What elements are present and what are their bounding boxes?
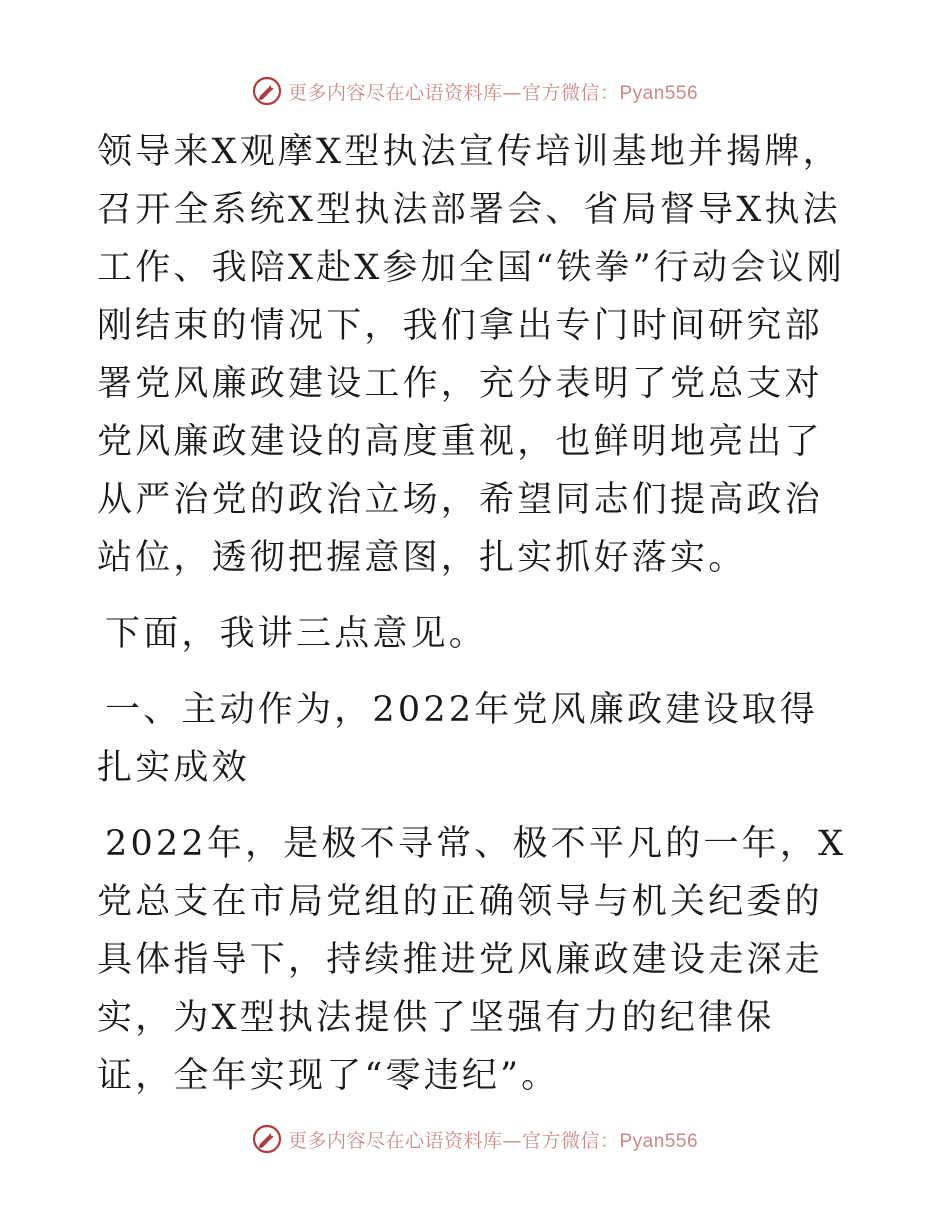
watermark-text [288, 78, 698, 105]
watermark-text [288, 1126, 698, 1153]
watermark-brand: 更多内容尽在心语资料库 [287, 81, 503, 104]
pen-logo-icon [252, 1124, 282, 1154]
watermark-suffix: 官方微信： [521, 1129, 620, 1152]
header-watermark [0, 74, 950, 108]
watermark-brand: 更多内容尽在心语资料库 [287, 1129, 503, 1152]
watermark-dash: — [502, 81, 522, 104]
watermark-id: Pyan556 [619, 82, 699, 104]
paragraph-1: 领导来X观摩X型执法宣传培训基地并揭牌，召开全系统X型执法部署会、省局督导X执法工作、我陪X赴X参加全国“铁拳”行动会议刚刚结束的情况下，我们拿出专门时间研究部署党风廉政建设工作，充分表明了党总支对党风廉政建设的高度重视，也鲜明地亮出了从严治党的政治立场，希望同志们提高政治站位，透彻把握意图，扎实抓好落实。 [97, 132, 845, 578]
paragraph-3: 2022年，是极不寻常、极不平凡的一年，X党总支在市局党组的正确领导与机关纪委的具体指导下，持续推进党风廉政建设走深走实，为X型执法提供了坚强有力的纪律保证，全年实现了“零违纪”。 [97, 824, 847, 1096]
document-body [97, 123, 847, 1105]
watermark-dash: — [502, 1129, 522, 1152]
watermark-suffix: 官方微信： [521, 81, 620, 104]
pen-logo-icon [252, 76, 282, 106]
footer-watermark [0, 1122, 950, 1156]
paragraph-2: 下面，我讲三点意见。 [105, 614, 488, 654]
watermark-id: Pyan556 [619, 1130, 699, 1152]
section-heading-1: 一、主动作为，2022年党风廉政建设取得扎实成效 [97, 690, 819, 788]
